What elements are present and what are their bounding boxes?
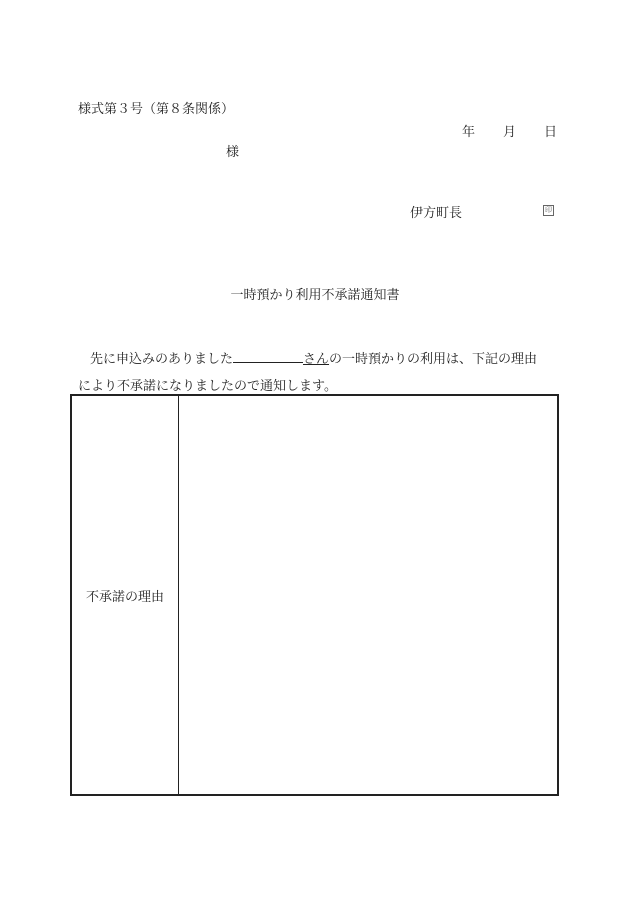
reason-content-cell[interactable] (179, 396, 557, 794)
date-day-label: 日 (544, 125, 558, 140)
body-line-1 (90, 348, 537, 367)
form-number: 様式第３号（第８条関係） (78, 102, 235, 117)
reason-label-text: 不承諾の理由 (85, 589, 164, 605)
body-line-2: により不承諾になりましたので通知します。 (78, 379, 337, 394)
date-year-label: 年 (462, 125, 476, 140)
addressee-suffix: 様 (226, 145, 240, 160)
date-month-label: 月 (503, 125, 517, 140)
body-line-1-san: さん (303, 352, 330, 367)
body-line-1-prefix: 先に申込みのありました (90, 352, 234, 367)
applicant-name-blank[interactable] (233, 348, 303, 363)
body-line-1-suffix: の一時預かりの利用は、下記の理由 (329, 352, 538, 367)
reason-table (70, 394, 559, 796)
seal-icon: 印 (545, 206, 552, 214)
reason-label (72, 396, 178, 794)
issuer-title: 伊方町長 (410, 206, 463, 221)
document-title: 一時預かり利用不承諾通知書 (230, 288, 400, 303)
